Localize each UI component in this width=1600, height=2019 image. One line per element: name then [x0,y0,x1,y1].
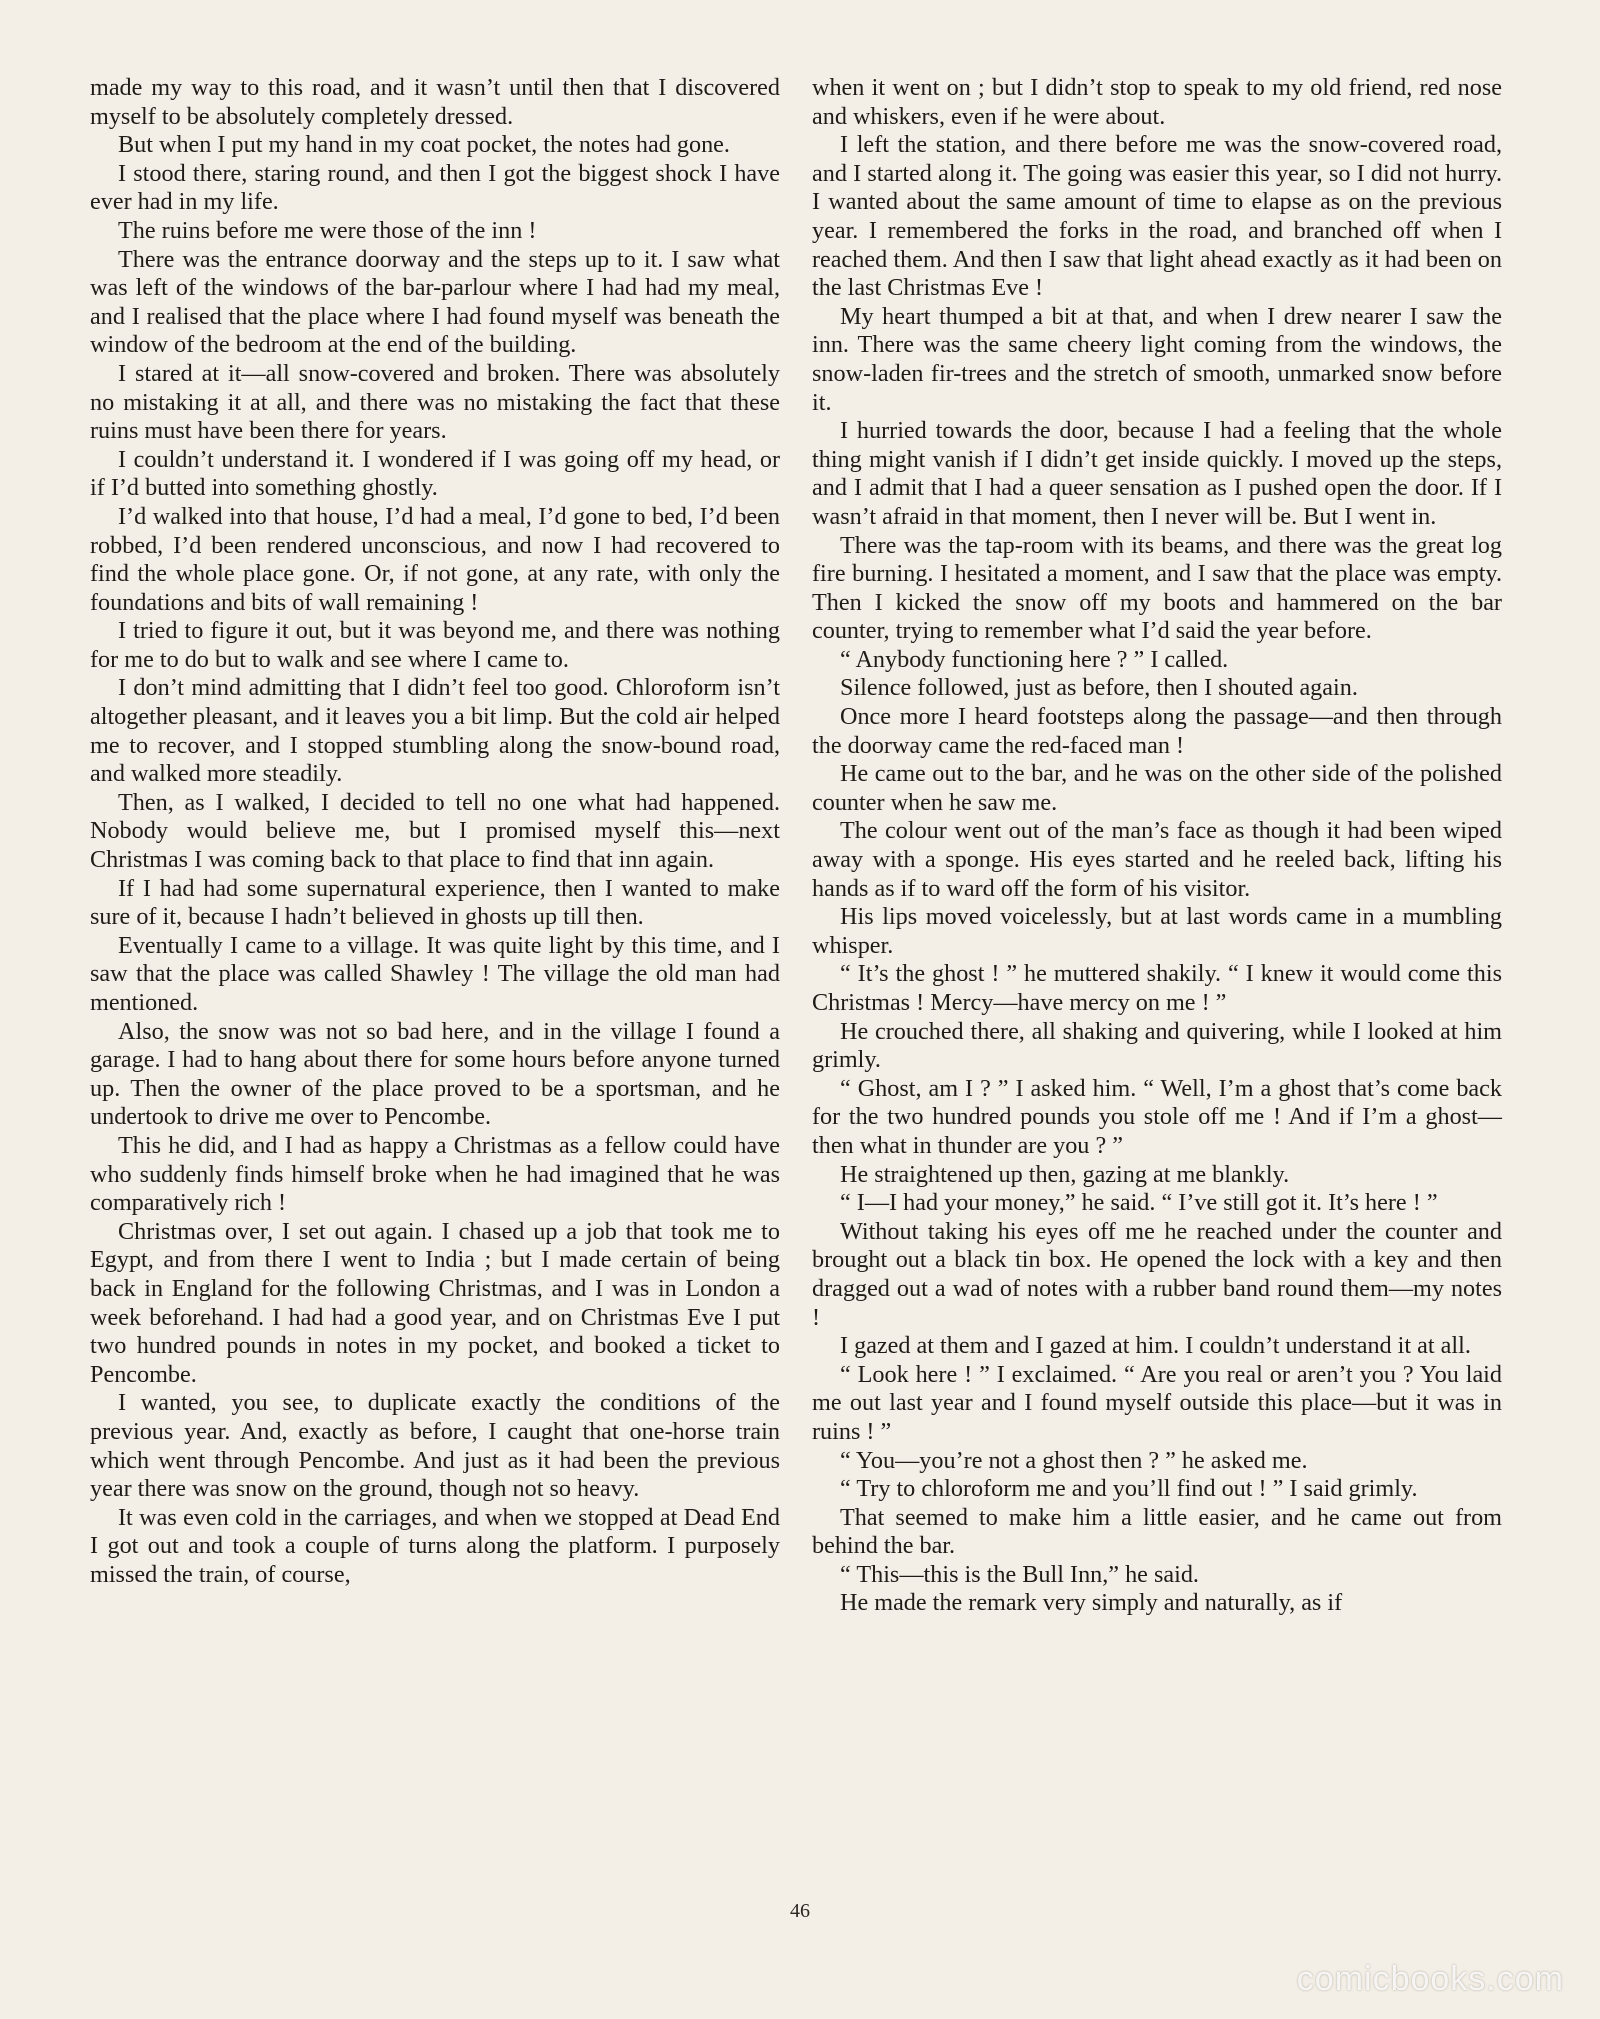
paragraph: “ Ghost, am I ? ” I asked him. “ Well, I’m a ghost that’s come back for the two hundred pounds you stole off me ! And if I’m a ghost—then what in thunder are you ? ” [812,1074,1502,1159]
right-column [812,74,1502,1618]
paragraph: “ Look here ! ” I exclaimed. “ Are you real or aren’t you ? You laid me out last year and I found myself outside this place—but it was in ruins ! ” [812,1360,1502,1445]
paragraph: I wanted, you see, to duplicate exactly the conditions of the previous year. And, exactly as before, I caught that one-horse train which went through Pencombe. And just as it had been the previous year there was snow on the ground, though not so heavy. [90,1389,780,1503]
paragraph: Once more I heard footsteps along the passage—and then through the doorway came the red-faced man ! [812,703,1502,759]
paragraph: I’d walked into that house, I’d had a meal, I’d gone to bed, I’d been robbed, I’d been rendered unconscious, and now I had recovered to find the whole place gone. Or, if not gone, at any rate, with only the foundations and bits of wall remaining ! [90,502,780,616]
paragraph: He came out to the bar, and he was on the other side of the polished counter when he saw me. [812,760,1502,816]
paragraph: I couldn’t understand it. I wondered if I was going off my head, or if I’d butted into something ghostly. [90,445,780,502]
paragraph: This he did, and I had as happy a Christmas as a fellow could have who suddenly finds himself broke when he had imagined that he was comparatively rich ! [90,1131,780,1217]
paragraph: Without taking his eyes off me he reached under the counter and brought out a black tin box. He opened the lock with a key and then dragged out a wad of notes with a rubber band round them—my notes ! [812,1217,1502,1331]
paragraph: His lips moved voicelessly, but at last words came in a mumbling whisper. [812,903,1502,959]
paragraph: “ Anybody functioning here ? ” I called. [840,645,1229,673]
paragraph: “ Try to chloroform me and you’ll find out ! ” I said grimly. [840,1475,1418,1503]
paragraph: Also, the snow was not so bad here, and in the village I found a garage. I had to hang about there for some hours before anyone turned up. Then the owner of the place proved to be a sportsman, and he undertook to drive me over to Pencombe. [90,1017,780,1131]
paragraph: But when I put my hand in my coat pocket, the notes had gone. [118,131,730,159]
paragraph: The colour went out of the man’s face as though it had been wiped away with a sponge. His eyes started and he reeled back, lifting his hands as if to ward off the form of his visitor. [812,817,1502,902]
watermark: comicbooks.com [1296,1960,1564,1998]
paragraph: There was the entrance doorway and the steps up to it. I saw what was left of the windows of the bar-parlour where I had had my meal, and I realised that the place where I had found myself was beneath the window of the bedroom at the end of the building. [90,245,780,359]
paragraph: That seemed to make him a little easier, and he came out from behind the bar. [812,1503,1502,1560]
paragraph: Silence followed, just as before, then I shouted again. [840,674,1358,702]
paragraph: I left the station, and there before me was the snow-covered road, and I started along it. The going was easier this year, so I did not hurry. I wanted about the same amount of time to elapse as on the previous year. I remembered the forks in the road, and branched off when I reached them. And then I saw that light ahead exactly as it had been on the last Christmas Eve ! [812,131,1502,302]
page-number: 46 [790,1900,810,1922]
paragraph: I gazed at them and I gazed at him. I couldn’t understand it at all. [840,1332,1471,1360]
paragraph: It was even cold in the carriages, and when we stopped at Dead End I got out and took a couple of turns along the platform. I purposely missed the train, of course, [90,1503,780,1588]
paragraph: I tried to figure it out, but it was beyond me, and there was nothing for me to do but to walk and see where I came to. [90,617,780,673]
paragraph: I don’t mind admitting that I didn’t feel too good. Chloroform isn’t altogether pleasant, and it leaves you a bit limp. But the cold air helped me to recover, and I stopped stumbling along the snow-bound road, and walked more steadily. [90,674,780,788]
paragraph: My heart thumped a bit at that, and when I drew nearer I saw the inn. There was the same cheery light coming from the windows, the snow-laden fir-trees and the stretch of smooth, unmarked snow before it. [812,302,1502,416]
paragraph: I stared at it—all snow-covered and broken. There was absolutely no mistaking it at all, and there was no mistaking the fact that these ruins must have been there for years. [90,359,780,445]
paragraph: “ This—this is the Bull Inn,” he said. [840,1560,1199,1588]
paragraph: He straightened up then, gazing at me blankly. [840,1160,1290,1188]
paragraph: made my way to this road, and it wasn’t until then that I discovered myself to be absolutely completely dressed. [90,74,780,130]
paragraph: “ You—you’re not a ghost then ? ” he asked me. [840,1446,1308,1474]
paragraph: “ It’s the ghost ! ” he muttered shakily. “ I knew it would come this Christmas ! Mercy—have mercy on me ! ” [812,960,1502,1016]
paragraph: If I had had some supernatural experience, then I wanted to make sure of it, because I hadn’t believed in ghosts up till then. [90,874,780,931]
paragraph: The ruins before me were those of the inn ! [118,216,537,244]
paragraph: Eventually I came to a village. It was quite light by this time, and I saw that the place was called Shawley ! The village the old man had mentioned. [90,931,780,1016]
left-column [90,74,780,1589]
paragraph: when it went on ; but I didn’t stop to speak to my old friend, red nose and whiskers, even if he were about. [812,74,1502,130]
paragraph: I stood there, staring round, and then I got the biggest shock I have ever had in my life. [90,159,780,216]
paragraph: I hurried towards the door, because I had a feeling that the whole thing might vanish if I didn’t get inside quickly. I moved up the steps, and I admit that I had a queer sensation as I pushed open the door. If I wasn’t afraid in that moment, then I never will be. But I went in. [812,417,1502,530]
paragraph: Christmas over, I set out again. I chased up a job that took me to Egypt, and from there I went to India ; but I made certain of being back in England for the following Christmas, and I was in London a week beforehand. I had had a good year, and on Christmas Eve I put two hundred pounds in notes in my pocket, and booked a ticket to Pencombe. [90,1217,780,1388]
paragraph: Then, as I walked, I decided to tell no one what had happened. Nobody would believe me, but I promised myself this—next Christmas I was coming back to that place to find that inn again. [90,788,780,874]
paragraph: “ I—I had your money,” he said. “ I’ve still got it. It’s here ! ” [840,1189,1438,1217]
paragraph: There was the tap-room with its beams, and there was the great log fire burning. I hesitated a moment, and I saw that the place was empty. Then I kicked the snow off my boots and hammered on the bar counter, trying to remember what I’d said the year before. [812,531,1502,645]
paragraph: He made the remark very simply and naturally, as if [840,1589,1343,1617]
paragraph: He crouched there, all shaking and quivering, while I looked at him grimly. [812,1017,1502,1074]
